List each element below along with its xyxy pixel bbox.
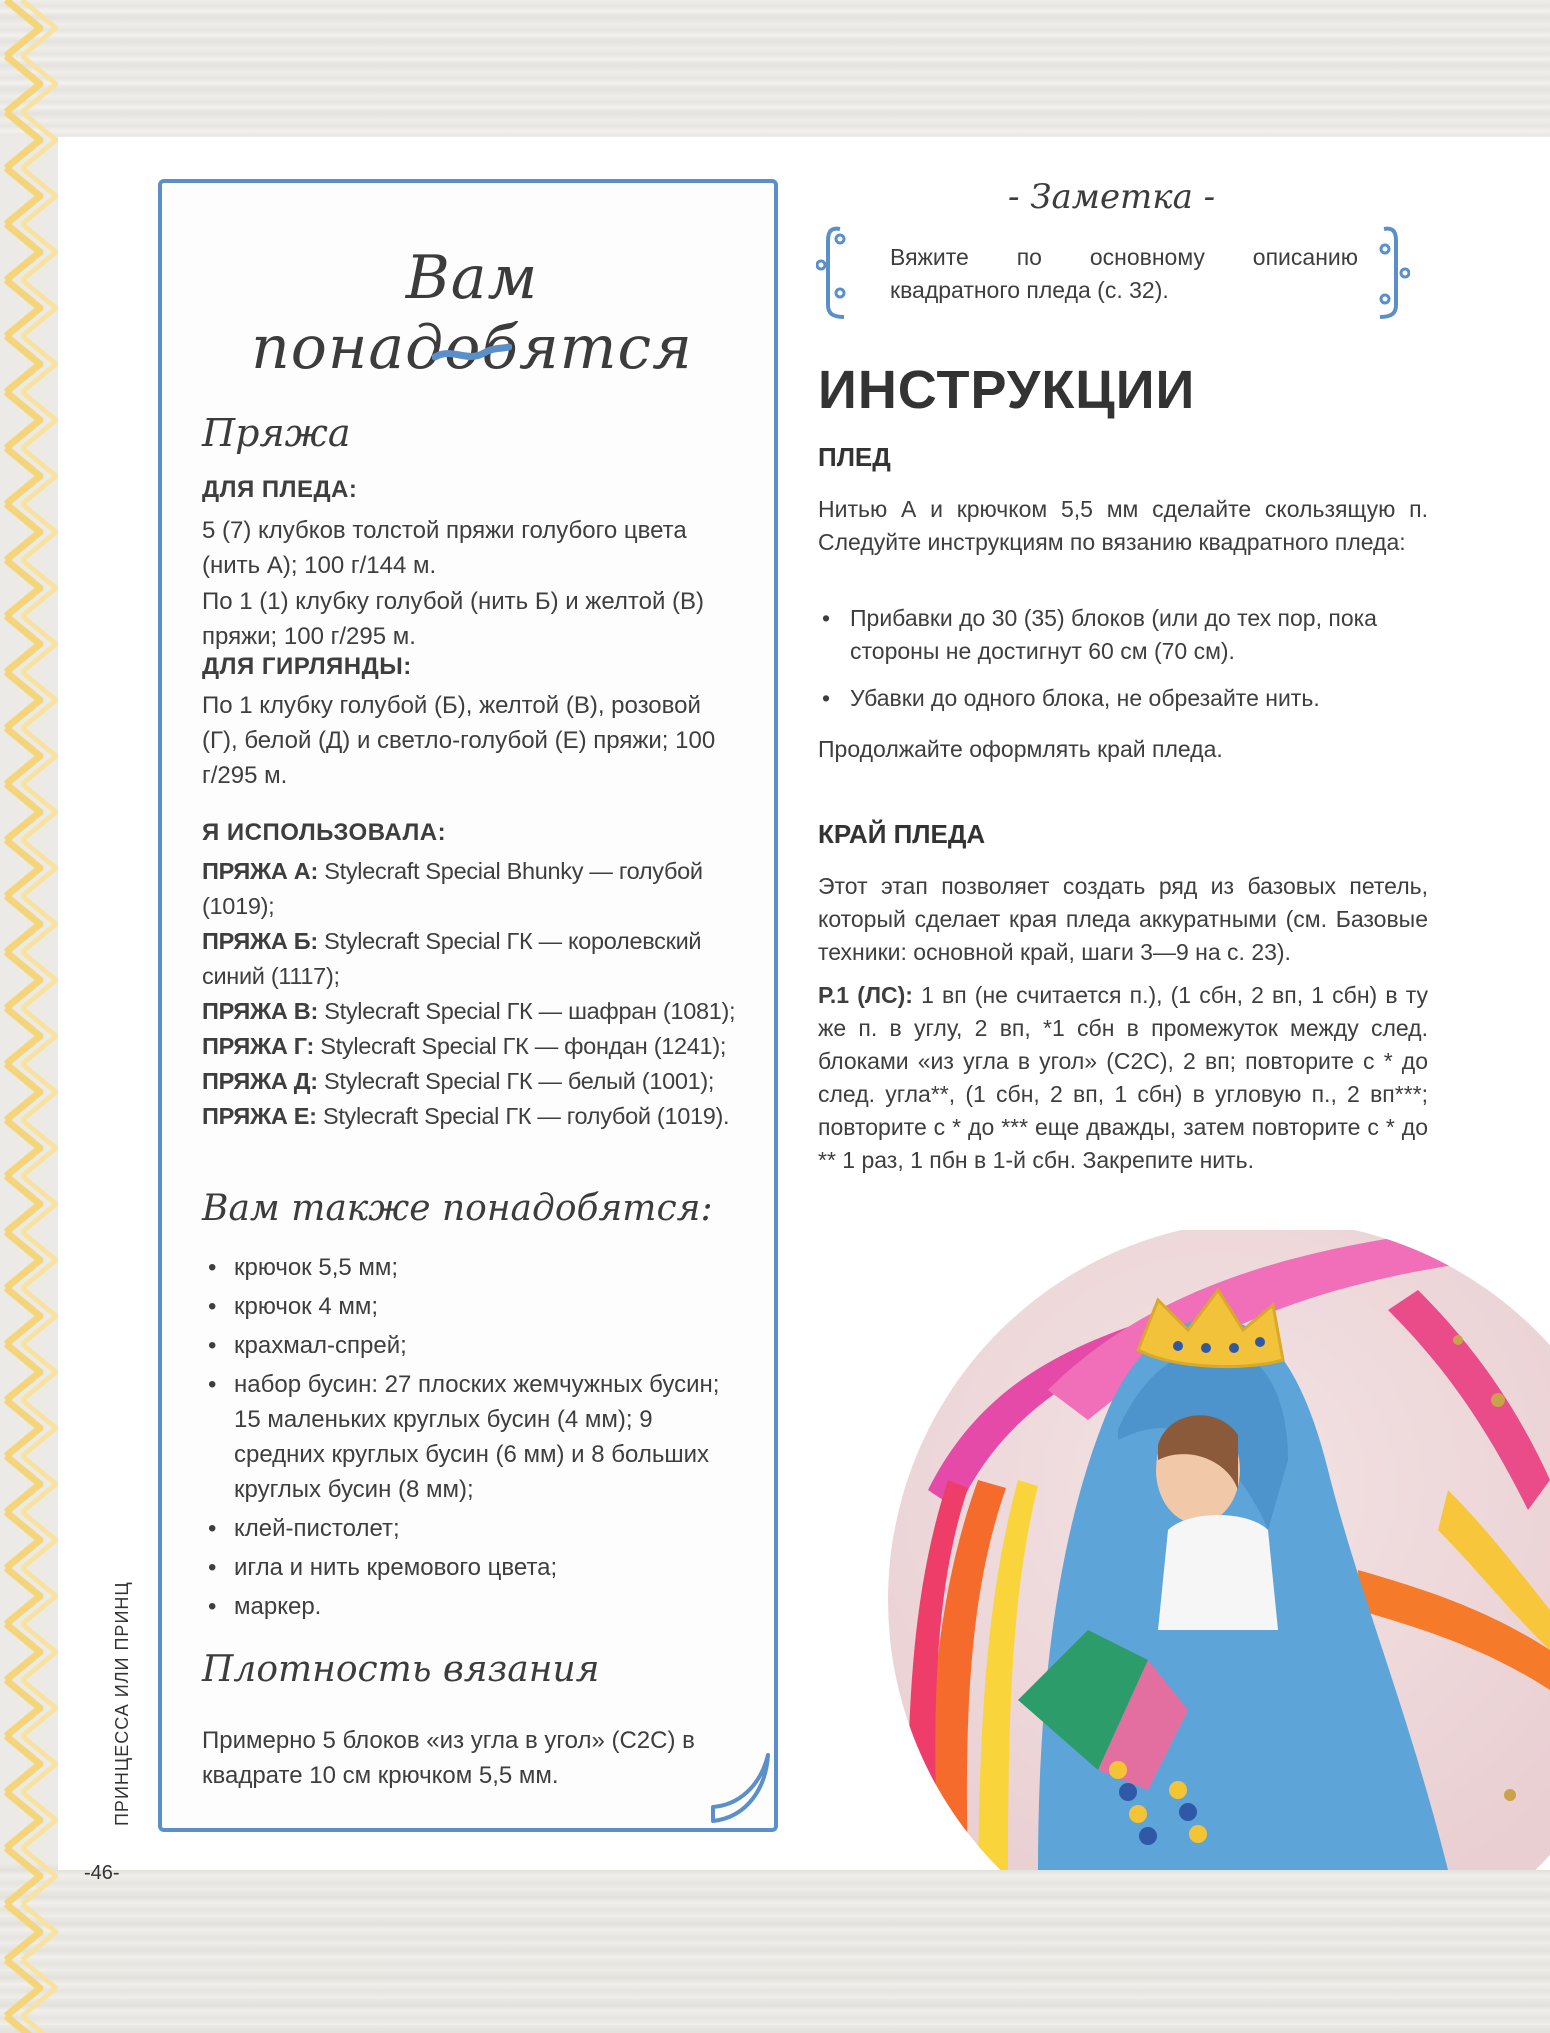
list-item: • Убавки до одного блока, не обрезайте нить.	[818, 682, 1428, 715]
blanket-yarn-text-1: 5 (7) клубков толстой пряжи голубого цвета (нить А); 100 г/144 м.	[202, 517, 687, 579]
page-curl-decoration	[708, 1747, 788, 1827]
edge-intro: Этот этап позволяет создать ряд из базовых петель, который сделает края пледа аккуратными (см. Базовые техники: основной край, шаги 3—9 на с. 23).	[818, 873, 1428, 965]
note-text: Вяжите по основному описанию квадратного пледа (с. 32).	[890, 244, 1358, 303]
list-item: • клей-пистолет;	[202, 1511, 742, 1546]
used-subheading: Я ИСПОЛЬЗОВАЛА:	[202, 819, 447, 846]
squiggle-decoration	[432, 343, 512, 365]
list-item: • Прибавки до 30 (35) блоков (или до тех пор, пока стороны не достигнут 60 см (70 см).	[818, 602, 1428, 668]
blanket-steps	[818, 602, 1428, 729]
blanket-intro: Нитью А и крючком 5,5 мм сделайте скользящую п. Следуйте инструкциям по вязанию квадратного пледа:	[818, 496, 1428, 555]
list-item: • игла и нить кремового цвета;	[202, 1550, 742, 1585]
wood-background-top	[0, 0, 1550, 135]
page-number: -46-	[84, 1862, 120, 1884]
child-in-hooded-blanket-photo	[888, 1230, 1550, 1870]
list-item: • крючок 5,5 мм;	[202, 1250, 742, 1285]
blanket-outro: Продолжайте оформлять край пледа.	[818, 736, 1223, 762]
gauge-text: Примерно 5 блоков «из угла в угол» (С2С) в квадрате 10 см крючком 5,5 мм.	[202, 1727, 695, 1789]
instructions-title: ИНСТРУКЦИИ	[818, 360, 1196, 420]
wood-background-bottom	[0, 1863, 1550, 2033]
card-title: Вам понадобятся	[251, 243, 693, 383]
also-heading: Вам также понадобятся:	[202, 1188, 713, 1229]
yarn-heading: Пряжа	[202, 411, 351, 455]
used-yarn-item: ПРЯЖА Е: Stylecraft Special ГК — голубой (1019).	[202, 1103, 730, 1129]
zigzag-border	[0, 0, 58, 2033]
blanket-subheading: ДЛЯ ПЛЕДА:	[202, 476, 358, 503]
used-yarn-list	[202, 854, 762, 1134]
list-item: • набор бусин: 27 плоских жемчужных бусин; 15 маленьких круглых бусин (4 мм); 9 средних круглых бусин (6 мм) и 8 больших круглых бусин (8 мм);	[202, 1367, 742, 1507]
row-1-instructions: Р.1 (ЛС): 1 вп (не считается п.), (1 сбн, 2 вп, 1 сбн) в ту же п. в углу, 2 вп, *1 сбн в промежуток между след. блоками «из угла в угол» (С2С), 2 вп; повторите с * до след. угла**, (1 сбн, 2 вп, 1 сбн) в угловую п., 2 вп***; повторите с * до *** еще дважды, затем повторите с * до ** 1 раз, 1 пбн в 1-й сбн. Закрепите нить.	[818, 982, 1428, 1173]
blanket-yarn-text-2: По 1 (1) клубку голубой (нить Б) и желтой (В) пряжи; 100 г/295 м.	[202, 588, 705, 650]
note-title: - Заметка -	[1008, 177, 1216, 217]
list-item: • маркер.	[202, 1589, 742, 1624]
used-yarn-item: ПРЯЖА А: Stylecraft Special Bhunky — голубой (1019);	[202, 858, 703, 919]
list-item: • крахмал-спрей;	[202, 1328, 742, 1363]
garland-subheading: ДЛЯ ГИРЛЯНДЫ:	[202, 653, 412, 680]
bracket-right-icon	[1376, 225, 1410, 321]
also-list	[202, 1250, 742, 1628]
page	[58, 137, 1550, 1870]
used-yarn-item: ПРЯЖА Д: Stylecraft Special ГК — белый (1001);	[202, 1068, 715, 1094]
used-yarn-item: ПРЯЖА Г: Stylecraft Special ГК — фондан (1241);	[202, 1033, 727, 1059]
used-yarn-item: ПРЯЖА Б: Stylecraft Special ГК — королевский синий (1117);	[202, 928, 702, 989]
used-yarn-item: ПРЯЖА В: Stylecraft Special ГК — шафран (1081);	[202, 998, 736, 1024]
list-item: • крючок 4 мм;	[202, 1289, 742, 1324]
materials-card	[158, 179, 778, 1832]
garland-yarn-text: По 1 клубку голубой (Б), желтой (В), розовой (Г), белой (Д) и светло-голубой (Е) пряжи; 100 г/295 м.	[202, 692, 716, 789]
blanket-heading: ПЛЕД	[818, 442, 891, 472]
edge-heading: КРАЙ ПЛЕДА	[818, 819, 986, 849]
bracket-left-icon	[816, 225, 850, 321]
gauge-heading: Плотность вязания	[202, 1649, 600, 1690]
section-label: ПРИНЦЕССА ИЛИ ПРИНЦ	[112, 1581, 132, 1826]
